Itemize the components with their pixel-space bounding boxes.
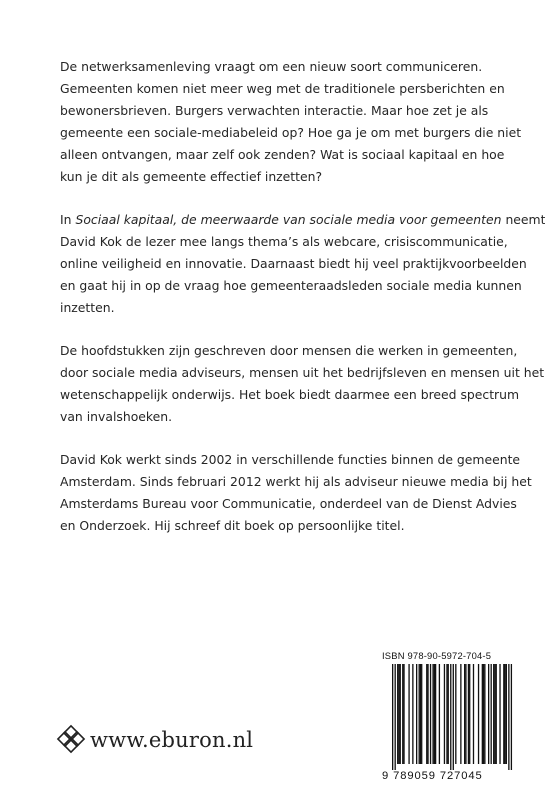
paragraph-intro: [60, 56, 522, 188]
paragraph-author: [60, 449, 532, 537]
barcode-bar: [464, 664, 465, 764]
barcode-bar: [493, 664, 494, 764]
barcode-bar: [420, 664, 421, 764]
barcode-bar: [496, 664, 497, 764]
text-line: De netwerksamenleving vraagt om een nieuw soort communiceren.: [60, 59, 483, 74]
barcode-bar: [392, 664, 393, 770]
barcode-bar: [478, 664, 479, 764]
barcode-bar: [430, 664, 431, 764]
text-line: wetenschappelijk onderwijs. Het boek biedt daarmee een breed spectrum: [60, 387, 520, 402]
isbn-barcode: [382, 650, 514, 790]
barcode-bars: [382, 664, 514, 770]
barcode-bar: [455, 664, 456, 764]
barcode-bar: [494, 664, 495, 764]
barcode-bar: [469, 664, 470, 764]
text-suffix: neemt: [501, 212, 545, 227]
barcode-bar: [400, 664, 401, 764]
barcode-bar: [432, 664, 433, 764]
barcode-bar: [484, 664, 485, 764]
barcode-bar: [439, 664, 440, 764]
barcode-bar: [434, 664, 435, 764]
barcode-bar: [460, 664, 461, 764]
barcode-bar: [419, 664, 420, 764]
barcode-bar: [499, 664, 500, 764]
barcode-bar: [448, 664, 449, 764]
text-line: online veiligheid en innovatie. Daarnaast biedt hij veel praktijkvoorbeelden: [60, 256, 527, 271]
barcode-bar: [397, 664, 398, 764]
text-line: Amsterdam. Sinds februari 2012 werkt hij als adviseur nieuwe media bij het: [60, 474, 532, 489]
barcode-bar: [465, 664, 466, 764]
text-prefix: In: [60, 212, 76, 227]
text-line: De hoofdstukken zijn geschreven door mensen die werken in gemeenten,: [60, 343, 518, 358]
barcode-bar: [435, 664, 436, 764]
barcode-bar: [450, 664, 451, 770]
barcode-bar: [504, 664, 505, 764]
isbn-label: ISBN 978-90-5972-704-5: [382, 650, 492, 661]
text-line: [60, 209, 545, 231]
text-line: kun je dit als gemeente effectief inzetten?: [60, 169, 323, 184]
publisher-logo[interactable]: [56, 720, 256, 770]
text-line: David Kok werkt sinds 2002 in verschillende functies binnen de gemeente: [60, 452, 521, 467]
barcode-bar: [482, 664, 483, 764]
barcode-bar: [483, 664, 484, 764]
barcode-bar: [398, 664, 399, 764]
barcode-bar: [412, 664, 413, 764]
text-line: Amsterdams Bureau voor Communicatie, onderdeel van de Dienst Advies: [60, 496, 517, 511]
barcode-bar: [453, 664, 454, 770]
barcode-bar: [511, 664, 512, 770]
barcode-bar: [408, 664, 409, 764]
text-line: gemeente een sociale-mediabeleid op? Hoe ga je om met burgers die niet: [60, 125, 522, 140]
barcode-bar: [491, 664, 492, 764]
text-line: Gemeenten komen niet meer weg met de traditionele persberichten en: [60, 81, 505, 96]
barcode-bar: [421, 664, 422, 764]
paragraph-book: [60, 209, 545, 319]
text-line: door sociale media adviseurs, mensen uit het bedrijfsleven en mensen uit het: [60, 365, 545, 380]
book-title: Sociaal kapitaal, de meerwaarde van sociale media voor gemeenten: [75, 212, 502, 227]
barcode-bar: [395, 664, 396, 770]
barcode-bar: [403, 664, 404, 764]
text-line: en Onderzoek. Hij schreef dit boek op persoonlijke titel.: [60, 518, 405, 533]
publisher-url[interactable]: www.eburon.nl: [90, 728, 254, 752]
text-line: bewonersbrieven. Burgers verwachten interactie. Maar hoe zet je als: [60, 103, 489, 118]
text-line: en gaat hij in op de vraag hoe gemeenteraadsleden sociale media kunnen: [60, 278, 522, 293]
text-line: inzetten.: [60, 300, 115, 315]
barcode-bar: [402, 664, 403, 764]
text-line: van invalshoeken.: [60, 409, 173, 424]
barcode-bar: [468, 664, 469, 764]
text-line: alleen ontvangen, maar zelf ook zenden? Wat is sociaal kapitaal en hoe: [60, 147, 505, 162]
back-cover-blurb: [60, 56, 545, 558]
barcode-bar: [416, 664, 417, 764]
barcode-bar: [427, 664, 428, 764]
barcode-bar: [488, 664, 489, 764]
barcode-bar: [446, 664, 447, 764]
diamond-knot-icon: [56, 724, 86, 754]
barcode-bar: [444, 664, 445, 764]
barcode-bar: [508, 664, 509, 770]
ean-digits: 9 789059 727045: [382, 770, 483, 782]
text-line: David Kok de lezer mee langs thema’s als webcare, crisiscommunicatie,: [60, 234, 508, 249]
barcode-bar: [506, 664, 507, 764]
barcode-bar: [473, 664, 474, 764]
paragraph-chapters: [60, 340, 545, 428]
barcode-bar: [426, 664, 427, 764]
barcode-bar: [503, 664, 504, 764]
